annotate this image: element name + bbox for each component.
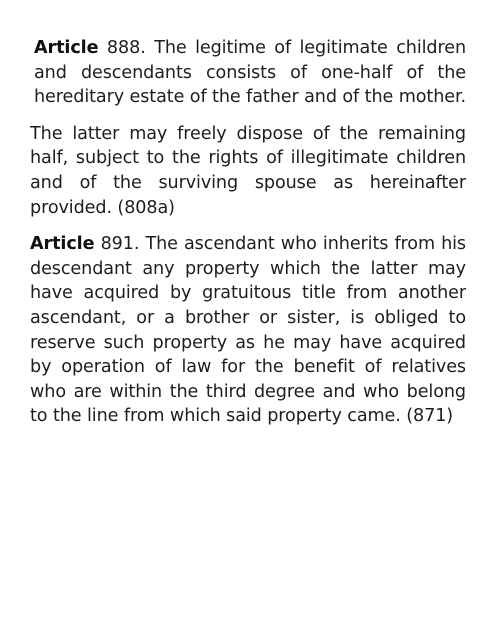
article-888-paragraph bbox=[30, 36, 466, 110]
article-label: Article bbox=[30, 234, 95, 255]
article-label: Article bbox=[34, 38, 99, 58]
article-number: 888. bbox=[106, 38, 146, 58]
article-888-continuation-paragraph bbox=[30, 122, 466, 220]
paragraph-text: The latter may freely dispose of the remaining half, subject to the rights of illegitimate children and of the surviving spouse as hereinafter provided. (808a) bbox=[30, 123, 466, 218]
article-text: The ascendant who inherits from his descendant any property which the latter may have acquired by gratuitous title from another ascendant, or a brother or sister, is obliged to reserve such property as he may have acquired by operation of law for the benefit of relatives who are within the third degree and who belong to the line from which said property came. (871) bbox=[30, 234, 467, 427]
article-number: 891. bbox=[100, 234, 140, 255]
article-891-paragraph bbox=[30, 232, 466, 429]
document-body bbox=[30, 36, 466, 429]
article-text: The legitime of legitimate children and descendants consists of one-half of the hereditary estate of the father and of the mother. bbox=[34, 38, 466, 108]
